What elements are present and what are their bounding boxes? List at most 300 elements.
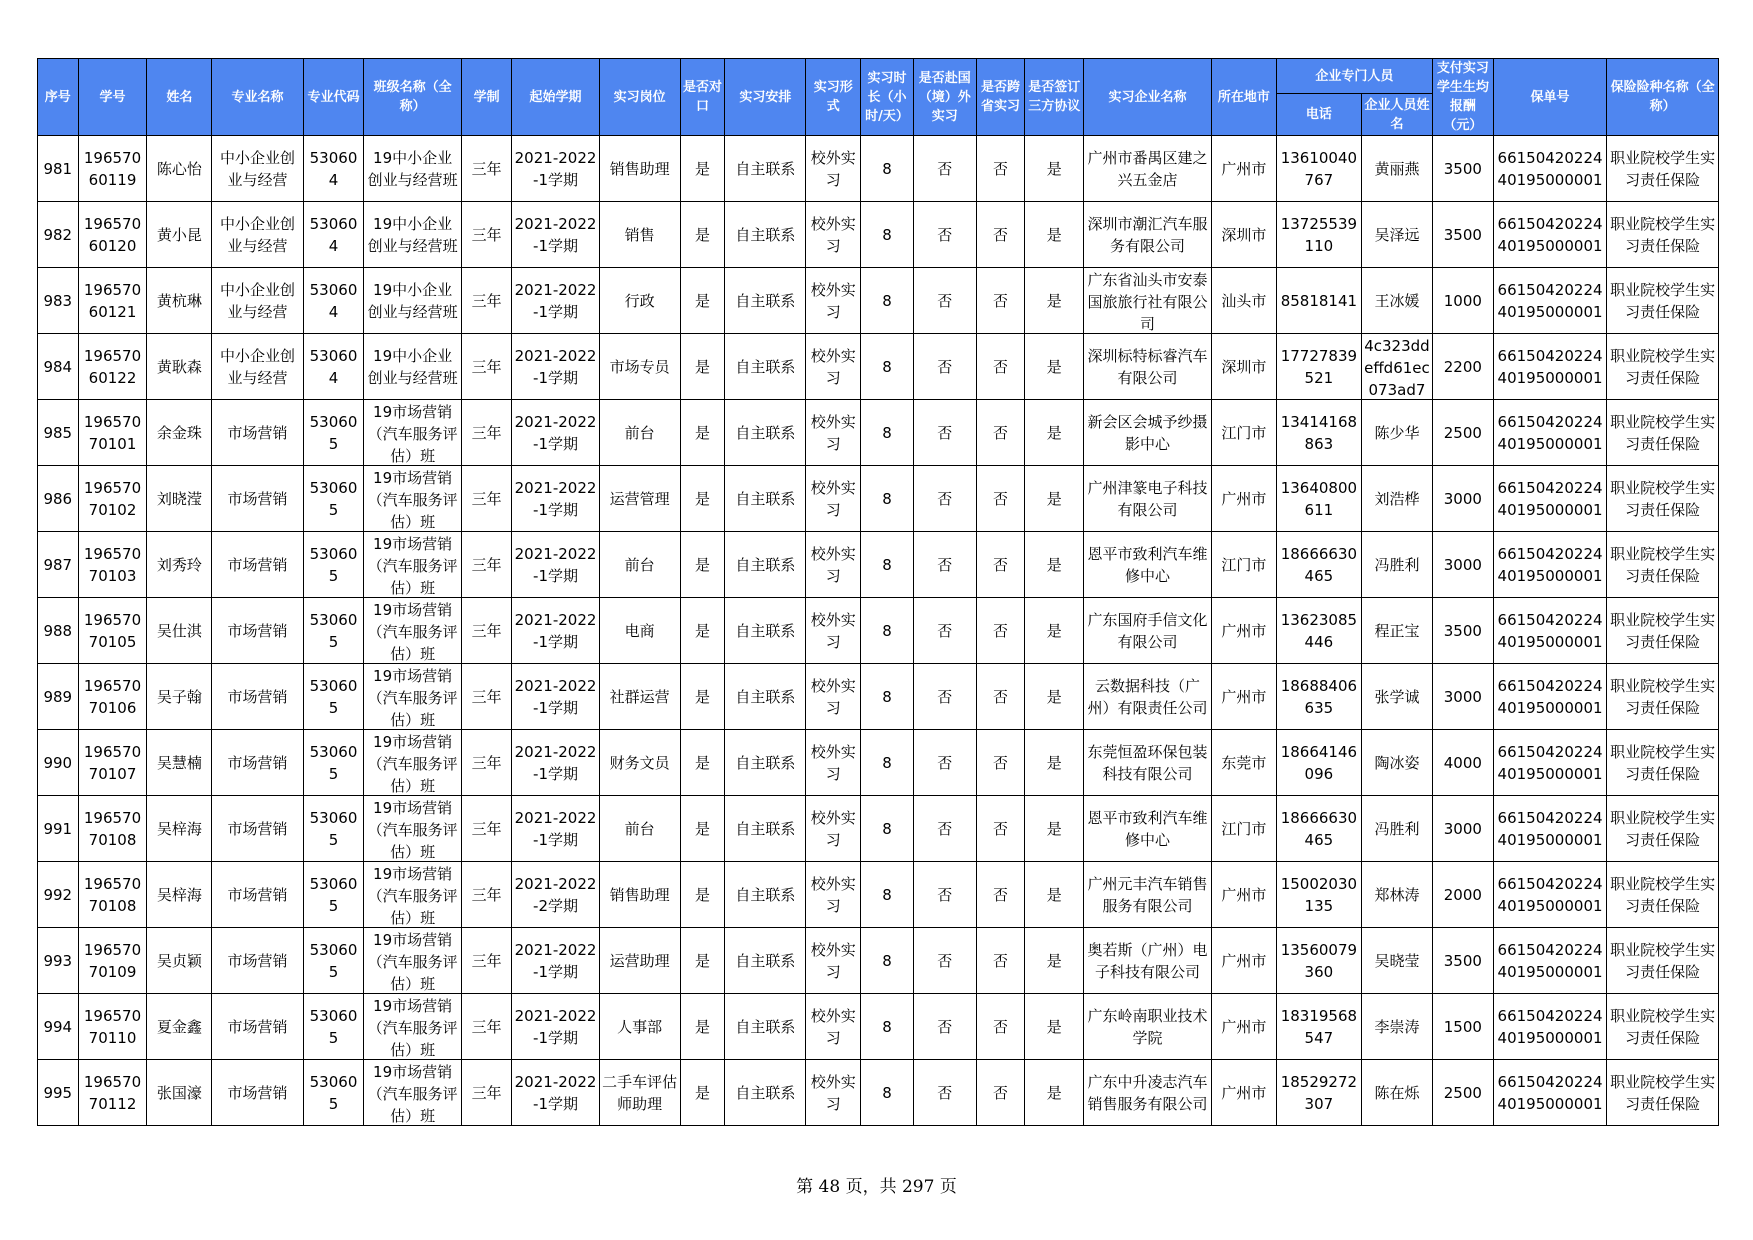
cell-phone bbox=[1276, 664, 1361, 730]
cell-text: 是 bbox=[695, 753, 711, 772]
table-body bbox=[38, 136, 1719, 1126]
cell-start-term bbox=[512, 400, 599, 466]
cell-text: 职业院校学生实习责任保险 bbox=[1610, 676, 1716, 717]
cell-arrangement bbox=[725, 730, 806, 796]
cell-pay bbox=[1432, 994, 1493, 1060]
cell-text: 19657070105 bbox=[83, 610, 142, 651]
cell-policy-no bbox=[1493, 598, 1607, 664]
cell-text: 否 bbox=[937, 621, 953, 640]
cell-policy-no bbox=[1493, 730, 1607, 796]
cell-form bbox=[806, 928, 861, 994]
cell-text: 994 bbox=[43, 1017, 73, 1036]
cell-city bbox=[1211, 1060, 1276, 1126]
cell-tripartite bbox=[1025, 796, 1084, 862]
cell-position bbox=[599, 598, 680, 664]
cell-text: 530605 bbox=[309, 742, 358, 783]
cell-insurance bbox=[1607, 1060, 1719, 1126]
col-header-seq: 序号 bbox=[38, 59, 79, 136]
table-row bbox=[38, 268, 1719, 334]
cell-text: 社群运营 bbox=[609, 687, 670, 706]
cell-insurance bbox=[1607, 466, 1719, 532]
table-row bbox=[38, 1060, 1719, 1126]
col-header-class-name: 班级名称（全称） bbox=[364, 59, 461, 136]
cell-text: 吴慧楠 bbox=[156, 753, 202, 772]
cell-seq bbox=[38, 664, 79, 730]
cell-text: 是 bbox=[1046, 489, 1062, 508]
cell-text: 19657060121 bbox=[83, 280, 142, 321]
cell-policy-no bbox=[1493, 466, 1607, 532]
cell-text: 黄小昆 bbox=[156, 225, 202, 244]
cell-text: 993 bbox=[43, 951, 73, 970]
cell-text: 中小企业创业与经营 bbox=[219, 148, 295, 189]
cell-text: 恩平市致利汽车维修中心 bbox=[1087, 544, 1208, 585]
cell-text: 3500 bbox=[1443, 225, 1482, 244]
cell-text: 是 bbox=[1046, 357, 1062, 376]
cell-student-id bbox=[78, 928, 147, 994]
cell-major-code bbox=[303, 796, 364, 862]
cell-seq bbox=[38, 202, 79, 268]
cell-text: 职业院校学生实习责任保险 bbox=[1610, 742, 1716, 783]
cell-text: 2021-2022-1学期 bbox=[514, 544, 597, 585]
cell-text: 6615042022440195000001 bbox=[1497, 808, 1603, 849]
cell-hours bbox=[861, 928, 914, 994]
cell-text: 市场营销 bbox=[227, 555, 288, 574]
cell-student-id bbox=[78, 730, 147, 796]
cell-abroad bbox=[913, 268, 976, 334]
cell-text: 深圳市潮汇汽车服务有限公司 bbox=[1087, 214, 1208, 255]
cell-text: 余金珠 bbox=[156, 423, 202, 442]
cell-text: 530605 bbox=[309, 478, 358, 519]
cell-text: 职业院校学生实习责任保险 bbox=[1610, 346, 1716, 387]
cell-text: 2200 bbox=[1443, 357, 1482, 376]
cell-text: 6615042022440195000001 bbox=[1497, 148, 1603, 189]
cell-text: 否 bbox=[993, 357, 1009, 376]
cell-text: 市场营销 bbox=[227, 951, 288, 970]
cell-text: 否 bbox=[937, 489, 953, 508]
cell-major bbox=[212, 598, 303, 664]
cell-major-code bbox=[303, 1060, 364, 1126]
cell-text: 职业院校学生实习责任保险 bbox=[1610, 412, 1716, 453]
cell-company bbox=[1084, 136, 1212, 202]
cell-form bbox=[806, 994, 861, 1060]
cell-text: 职业院校学生实习责任保险 bbox=[1610, 1006, 1716, 1047]
table-row bbox=[38, 136, 1719, 202]
cell-text: 19657070101 bbox=[83, 412, 142, 453]
cell-position bbox=[599, 400, 680, 466]
cell-policy-no bbox=[1493, 1060, 1607, 1126]
cell-staff-name bbox=[1361, 400, 1432, 466]
cell-city bbox=[1211, 796, 1276, 862]
cell-matched bbox=[680, 994, 725, 1060]
cell-phone bbox=[1276, 862, 1361, 928]
cell-staff-name bbox=[1361, 664, 1432, 730]
cell-name bbox=[147, 928, 212, 994]
cell-insurance bbox=[1607, 664, 1719, 730]
cell-matched bbox=[680, 598, 725, 664]
cell-text: 否 bbox=[937, 291, 953, 310]
cell-cross-province bbox=[976, 334, 1025, 400]
cell-phone bbox=[1276, 1060, 1361, 1126]
cell-text: 985 bbox=[43, 423, 73, 442]
cell-text: 是 bbox=[695, 225, 711, 244]
cell-major bbox=[212, 466, 303, 532]
cell-text: 否 bbox=[937, 159, 953, 178]
cell-major-code bbox=[303, 400, 364, 466]
cell-company bbox=[1084, 1060, 1212, 1126]
cell-insurance bbox=[1607, 796, 1719, 862]
cell-text: 刘秀玲 bbox=[156, 555, 202, 574]
cell-start-term bbox=[512, 796, 599, 862]
cell-text: 是 bbox=[1046, 291, 1062, 310]
cell-text: 人事部 bbox=[617, 1017, 663, 1036]
cell-text: 983 bbox=[43, 291, 73, 310]
cell-tripartite bbox=[1025, 268, 1084, 334]
cell-text: 8 bbox=[882, 489, 892, 508]
cell-arrangement bbox=[725, 664, 806, 730]
cell-text: 19657070108 bbox=[83, 808, 142, 849]
cell-position bbox=[599, 202, 680, 268]
cell-text: 中小企业创业与经营 bbox=[219, 214, 295, 255]
cell-text: 否 bbox=[993, 159, 1009, 178]
cell-text: 是 bbox=[1046, 1017, 1062, 1036]
cell-text: 2021-2022-1学期 bbox=[514, 412, 597, 453]
col-header-form: 实习形式 bbox=[806, 59, 861, 136]
cell-text: 深圳标特标睿汽车有限公司 bbox=[1087, 346, 1208, 387]
cell-text: 校外实习 bbox=[810, 742, 856, 783]
cell-text: 13610040767 bbox=[1280, 148, 1358, 189]
cell-text: 吴贞颖 bbox=[156, 951, 202, 970]
cell-matched bbox=[680, 664, 725, 730]
table-row bbox=[38, 796, 1719, 862]
cell-text: 否 bbox=[993, 1017, 1009, 1036]
cell-policy-no bbox=[1493, 334, 1607, 400]
cell-position bbox=[599, 1060, 680, 1126]
cell-text: 校外实习 bbox=[810, 280, 856, 321]
cell-text: 自主联系 bbox=[735, 489, 796, 508]
cell-pay bbox=[1432, 862, 1493, 928]
cell-text: 深圳市 bbox=[1221, 225, 1267, 244]
cell-position bbox=[599, 994, 680, 1060]
cell-city bbox=[1211, 994, 1276, 1060]
cell-arrangement bbox=[725, 994, 806, 1060]
cell-position bbox=[599, 730, 680, 796]
cell-policy-no bbox=[1493, 994, 1607, 1060]
col-header-policy-no: 保单号 bbox=[1493, 59, 1607, 136]
cell-text: 三年 bbox=[471, 753, 502, 772]
cell-text: 校外实习 bbox=[810, 940, 856, 981]
cell-text: 吴梓海 bbox=[156, 819, 202, 838]
cell-text: 3000 bbox=[1443, 687, 1482, 706]
cell-matched bbox=[680, 334, 725, 400]
cell-text: 市场营销 bbox=[227, 885, 288, 904]
cell-text: 18666630465 bbox=[1280, 544, 1358, 585]
cell-text: 13640800611 bbox=[1280, 478, 1358, 519]
cell-policy-no bbox=[1493, 202, 1607, 268]
cell-text: 职业院校学生实习责任保险 bbox=[1610, 544, 1716, 585]
cell-name bbox=[147, 994, 212, 1060]
cell-text: 陈少华 bbox=[1374, 423, 1420, 442]
cell-seq bbox=[38, 1060, 79, 1126]
cell-duration bbox=[461, 730, 512, 796]
cell-text: 19657060120 bbox=[83, 214, 142, 255]
cell-form bbox=[806, 796, 861, 862]
cell-major-code bbox=[303, 598, 364, 664]
cell-text: 19市场营销（汽车服务评估）班 bbox=[367, 666, 458, 729]
cell-start-term bbox=[512, 136, 599, 202]
cell-city bbox=[1211, 664, 1276, 730]
col-header-name: 姓名 bbox=[147, 59, 212, 136]
cell-text: 8 bbox=[882, 423, 892, 442]
cell-abroad bbox=[913, 136, 976, 202]
cell-text: 8 bbox=[882, 159, 892, 178]
cell-text: 否 bbox=[993, 951, 1009, 970]
cell-text: 2021-2022-1学期 bbox=[514, 478, 597, 519]
cell-city bbox=[1211, 334, 1276, 400]
col-header-tripartite: 是否签订三方协议 bbox=[1025, 59, 1084, 136]
cell-tripartite bbox=[1025, 730, 1084, 796]
cell-name bbox=[147, 202, 212, 268]
cell-text: 自主联系 bbox=[735, 687, 796, 706]
cell-student-id bbox=[78, 400, 147, 466]
cell-text: 夏金鑫 bbox=[156, 1017, 202, 1036]
cell-major-code bbox=[303, 268, 364, 334]
cell-hours bbox=[861, 202, 914, 268]
cell-phone bbox=[1276, 532, 1361, 598]
cell-major bbox=[212, 334, 303, 400]
cell-text: 校外实习 bbox=[810, 610, 856, 651]
cell-seq bbox=[38, 796, 79, 862]
cell-text: 988 bbox=[43, 621, 73, 640]
cell-text: 黄耿森 bbox=[156, 357, 202, 376]
cell-text: 是 bbox=[1046, 1083, 1062, 1102]
cell-text: 530604 bbox=[309, 280, 358, 321]
cell-company bbox=[1084, 928, 1212, 994]
cell-position bbox=[599, 136, 680, 202]
cell-major bbox=[212, 994, 303, 1060]
cell-duration bbox=[461, 862, 512, 928]
cell-duration bbox=[461, 1060, 512, 1126]
cell-major-code bbox=[303, 664, 364, 730]
cell-text: 否 bbox=[993, 225, 1009, 244]
cell-text: 否 bbox=[937, 951, 953, 970]
cell-text: 校外实习 bbox=[810, 214, 856, 255]
cell-company bbox=[1084, 400, 1212, 466]
cell-text: 校外实习 bbox=[810, 874, 856, 915]
cell-student-id bbox=[78, 598, 147, 664]
cell-major-code bbox=[303, 532, 364, 598]
cell-hours bbox=[861, 136, 914, 202]
cell-text: 自主联系 bbox=[735, 159, 796, 178]
cell-text: 市场营销 bbox=[227, 753, 288, 772]
cell-position bbox=[599, 268, 680, 334]
cell-text: 销售 bbox=[624, 225, 655, 244]
cell-start-term bbox=[512, 862, 599, 928]
cell-major-code bbox=[303, 928, 364, 994]
cell-text: 职业院校学生实习责任保险 bbox=[1610, 280, 1716, 321]
cell-text: 995 bbox=[43, 1083, 73, 1102]
cell-text: 530604 bbox=[309, 214, 358, 255]
cell-text: 自主联系 bbox=[735, 291, 796, 310]
cell-text: 3000 bbox=[1443, 819, 1482, 838]
cell-text: 吴晓莹 bbox=[1374, 951, 1420, 970]
cell-text: 530605 bbox=[309, 1072, 358, 1113]
col-header-phone: 电话 bbox=[1276, 94, 1361, 136]
cell-text: 否 bbox=[993, 753, 1009, 772]
cell-text: 4c323ddeffd61ec073ad7 bbox=[1364, 336, 1430, 399]
cell-hours bbox=[861, 994, 914, 1060]
cell-cross-province bbox=[976, 268, 1025, 334]
cell-text: 982 bbox=[43, 225, 73, 244]
cell-text: 19657070110 bbox=[83, 1006, 142, 1047]
cell-text: 三年 bbox=[471, 687, 502, 706]
cell-hours bbox=[861, 268, 914, 334]
cell-start-term bbox=[512, 268, 599, 334]
cell-student-id bbox=[78, 136, 147, 202]
cell-seq bbox=[38, 730, 79, 796]
cell-text: 三年 bbox=[471, 357, 502, 376]
cell-text: 19657070109 bbox=[83, 940, 142, 981]
cell-company bbox=[1084, 466, 1212, 532]
cell-text: 否 bbox=[937, 423, 953, 442]
cell-text: 8 bbox=[882, 291, 892, 310]
cell-form bbox=[806, 1060, 861, 1126]
cell-major-code bbox=[303, 730, 364, 796]
cell-major bbox=[212, 268, 303, 334]
cell-abroad bbox=[913, 796, 976, 862]
cell-company bbox=[1084, 532, 1212, 598]
cell-seq bbox=[38, 928, 79, 994]
cell-text: 行政 bbox=[624, 291, 655, 310]
cell-phone bbox=[1276, 334, 1361, 400]
cell-text: 85818141 bbox=[1280, 291, 1358, 310]
col-header-major: 专业名称 bbox=[212, 59, 303, 136]
cell-major bbox=[212, 796, 303, 862]
cell-text: 530605 bbox=[309, 1006, 358, 1047]
cell-text: 吴梓海 bbox=[156, 885, 202, 904]
cell-text: 2021-2022-1学期 bbox=[514, 214, 597, 255]
cell-text: 运营助理 bbox=[609, 951, 670, 970]
cell-student-id bbox=[78, 532, 147, 598]
cell-phone bbox=[1276, 994, 1361, 1060]
cell-text: 三年 bbox=[471, 951, 502, 970]
cell-seq bbox=[38, 136, 79, 202]
cell-staff-name bbox=[1361, 136, 1432, 202]
cell-text: 19市场营销（汽车服务评估）班 bbox=[367, 864, 458, 927]
cell-tripartite bbox=[1025, 334, 1084, 400]
cell-hours bbox=[861, 466, 914, 532]
cell-city bbox=[1211, 400, 1276, 466]
cell-text: 是 bbox=[1046, 753, 1062, 772]
cell-city bbox=[1211, 598, 1276, 664]
cell-text: 6615042022440195000001 bbox=[1497, 1072, 1603, 1113]
cell-text: 广东国府手信文化有限公司 bbox=[1087, 610, 1208, 651]
cell-pay bbox=[1432, 466, 1493, 532]
cell-arrangement bbox=[725, 466, 806, 532]
cell-policy-no bbox=[1493, 796, 1607, 862]
cell-duration bbox=[461, 796, 512, 862]
cell-company bbox=[1084, 334, 1212, 400]
cell-major-code bbox=[303, 136, 364, 202]
cell-tripartite bbox=[1025, 862, 1084, 928]
cell-city bbox=[1211, 532, 1276, 598]
cell-class-name bbox=[364, 730, 461, 796]
cell-text: 电商 bbox=[624, 621, 655, 640]
cell-text: 530605 bbox=[309, 940, 358, 981]
cell-text: 三年 bbox=[471, 489, 502, 508]
cell-text: 991 bbox=[43, 819, 73, 838]
cell-seq bbox=[38, 466, 79, 532]
cell-policy-no bbox=[1493, 532, 1607, 598]
cell-staff-name bbox=[1361, 1060, 1432, 1126]
cell-company bbox=[1084, 598, 1212, 664]
col-header-start-term: 起始学期 bbox=[512, 59, 599, 136]
cell-pay bbox=[1432, 1060, 1493, 1126]
table-row bbox=[38, 202, 1719, 268]
cell-text: 市场营销 bbox=[227, 687, 288, 706]
cell-tripartite bbox=[1025, 598, 1084, 664]
cell-staff-name bbox=[1361, 334, 1432, 400]
cell-text: 是 bbox=[695, 885, 711, 904]
cell-insurance bbox=[1607, 994, 1719, 1060]
cell-class-name bbox=[364, 136, 461, 202]
cell-class-name bbox=[364, 862, 461, 928]
cell-text: 19657070112 bbox=[83, 1072, 142, 1113]
cell-text: 19657070102 bbox=[83, 478, 142, 519]
cell-form bbox=[806, 664, 861, 730]
cell-text: 6615042022440195000001 bbox=[1497, 214, 1603, 255]
cell-text: 19市场营销（汽车服务评估）班 bbox=[367, 600, 458, 663]
cell-text: 是 bbox=[695, 1017, 711, 1036]
cell-text: 市场营销 bbox=[227, 621, 288, 640]
cell-text: 自主联系 bbox=[735, 819, 796, 838]
cell-class-name bbox=[364, 796, 461, 862]
cell-seq bbox=[38, 400, 79, 466]
col-header-position: 实习岗位 bbox=[599, 59, 680, 136]
cell-text: 否 bbox=[937, 357, 953, 376]
cell-cross-province bbox=[976, 400, 1025, 466]
cell-text: 广州市 bbox=[1221, 885, 1267, 904]
cell-text: 陈在烁 bbox=[1374, 1083, 1420, 1102]
cell-phone bbox=[1276, 268, 1361, 334]
cell-text: 8 bbox=[882, 819, 892, 838]
cell-text: 18319568547 bbox=[1280, 1006, 1358, 1047]
cell-matched bbox=[680, 862, 725, 928]
table-row bbox=[38, 928, 1719, 994]
cell-text: 职业院校学生实习责任保险 bbox=[1610, 610, 1716, 651]
cell-text: 广州市番禺区建之兴五金店 bbox=[1087, 148, 1208, 189]
cell-pay bbox=[1432, 334, 1493, 400]
cell-text: 云数据科技（广州）有限责任公司 bbox=[1087, 676, 1208, 717]
cell-insurance bbox=[1607, 334, 1719, 400]
cell-text: 职业院校学生实习责任保险 bbox=[1610, 148, 1716, 189]
cell-text: 黄丽燕 bbox=[1374, 159, 1420, 178]
page-footer: 第 48 页，共 297 页 bbox=[796, 1177, 957, 1197]
cell-text: 是 bbox=[1046, 225, 1062, 244]
cell-text: 校外实习 bbox=[810, 1006, 856, 1047]
cell-text: 深圳市 bbox=[1221, 357, 1267, 376]
cell-text: 8 bbox=[882, 621, 892, 640]
cell-text: 是 bbox=[695, 1083, 711, 1102]
cell-text: 13414168863 bbox=[1280, 412, 1358, 453]
cell-text: 530604 bbox=[309, 346, 358, 387]
cell-tripartite bbox=[1025, 136, 1084, 202]
cell-policy-no bbox=[1493, 400, 1607, 466]
cell-pay bbox=[1432, 202, 1493, 268]
cell-text: 广州市 bbox=[1221, 1083, 1267, 1102]
cell-text: 3500 bbox=[1443, 951, 1482, 970]
cell-company bbox=[1084, 730, 1212, 796]
cell-text: 3500 bbox=[1443, 621, 1482, 640]
